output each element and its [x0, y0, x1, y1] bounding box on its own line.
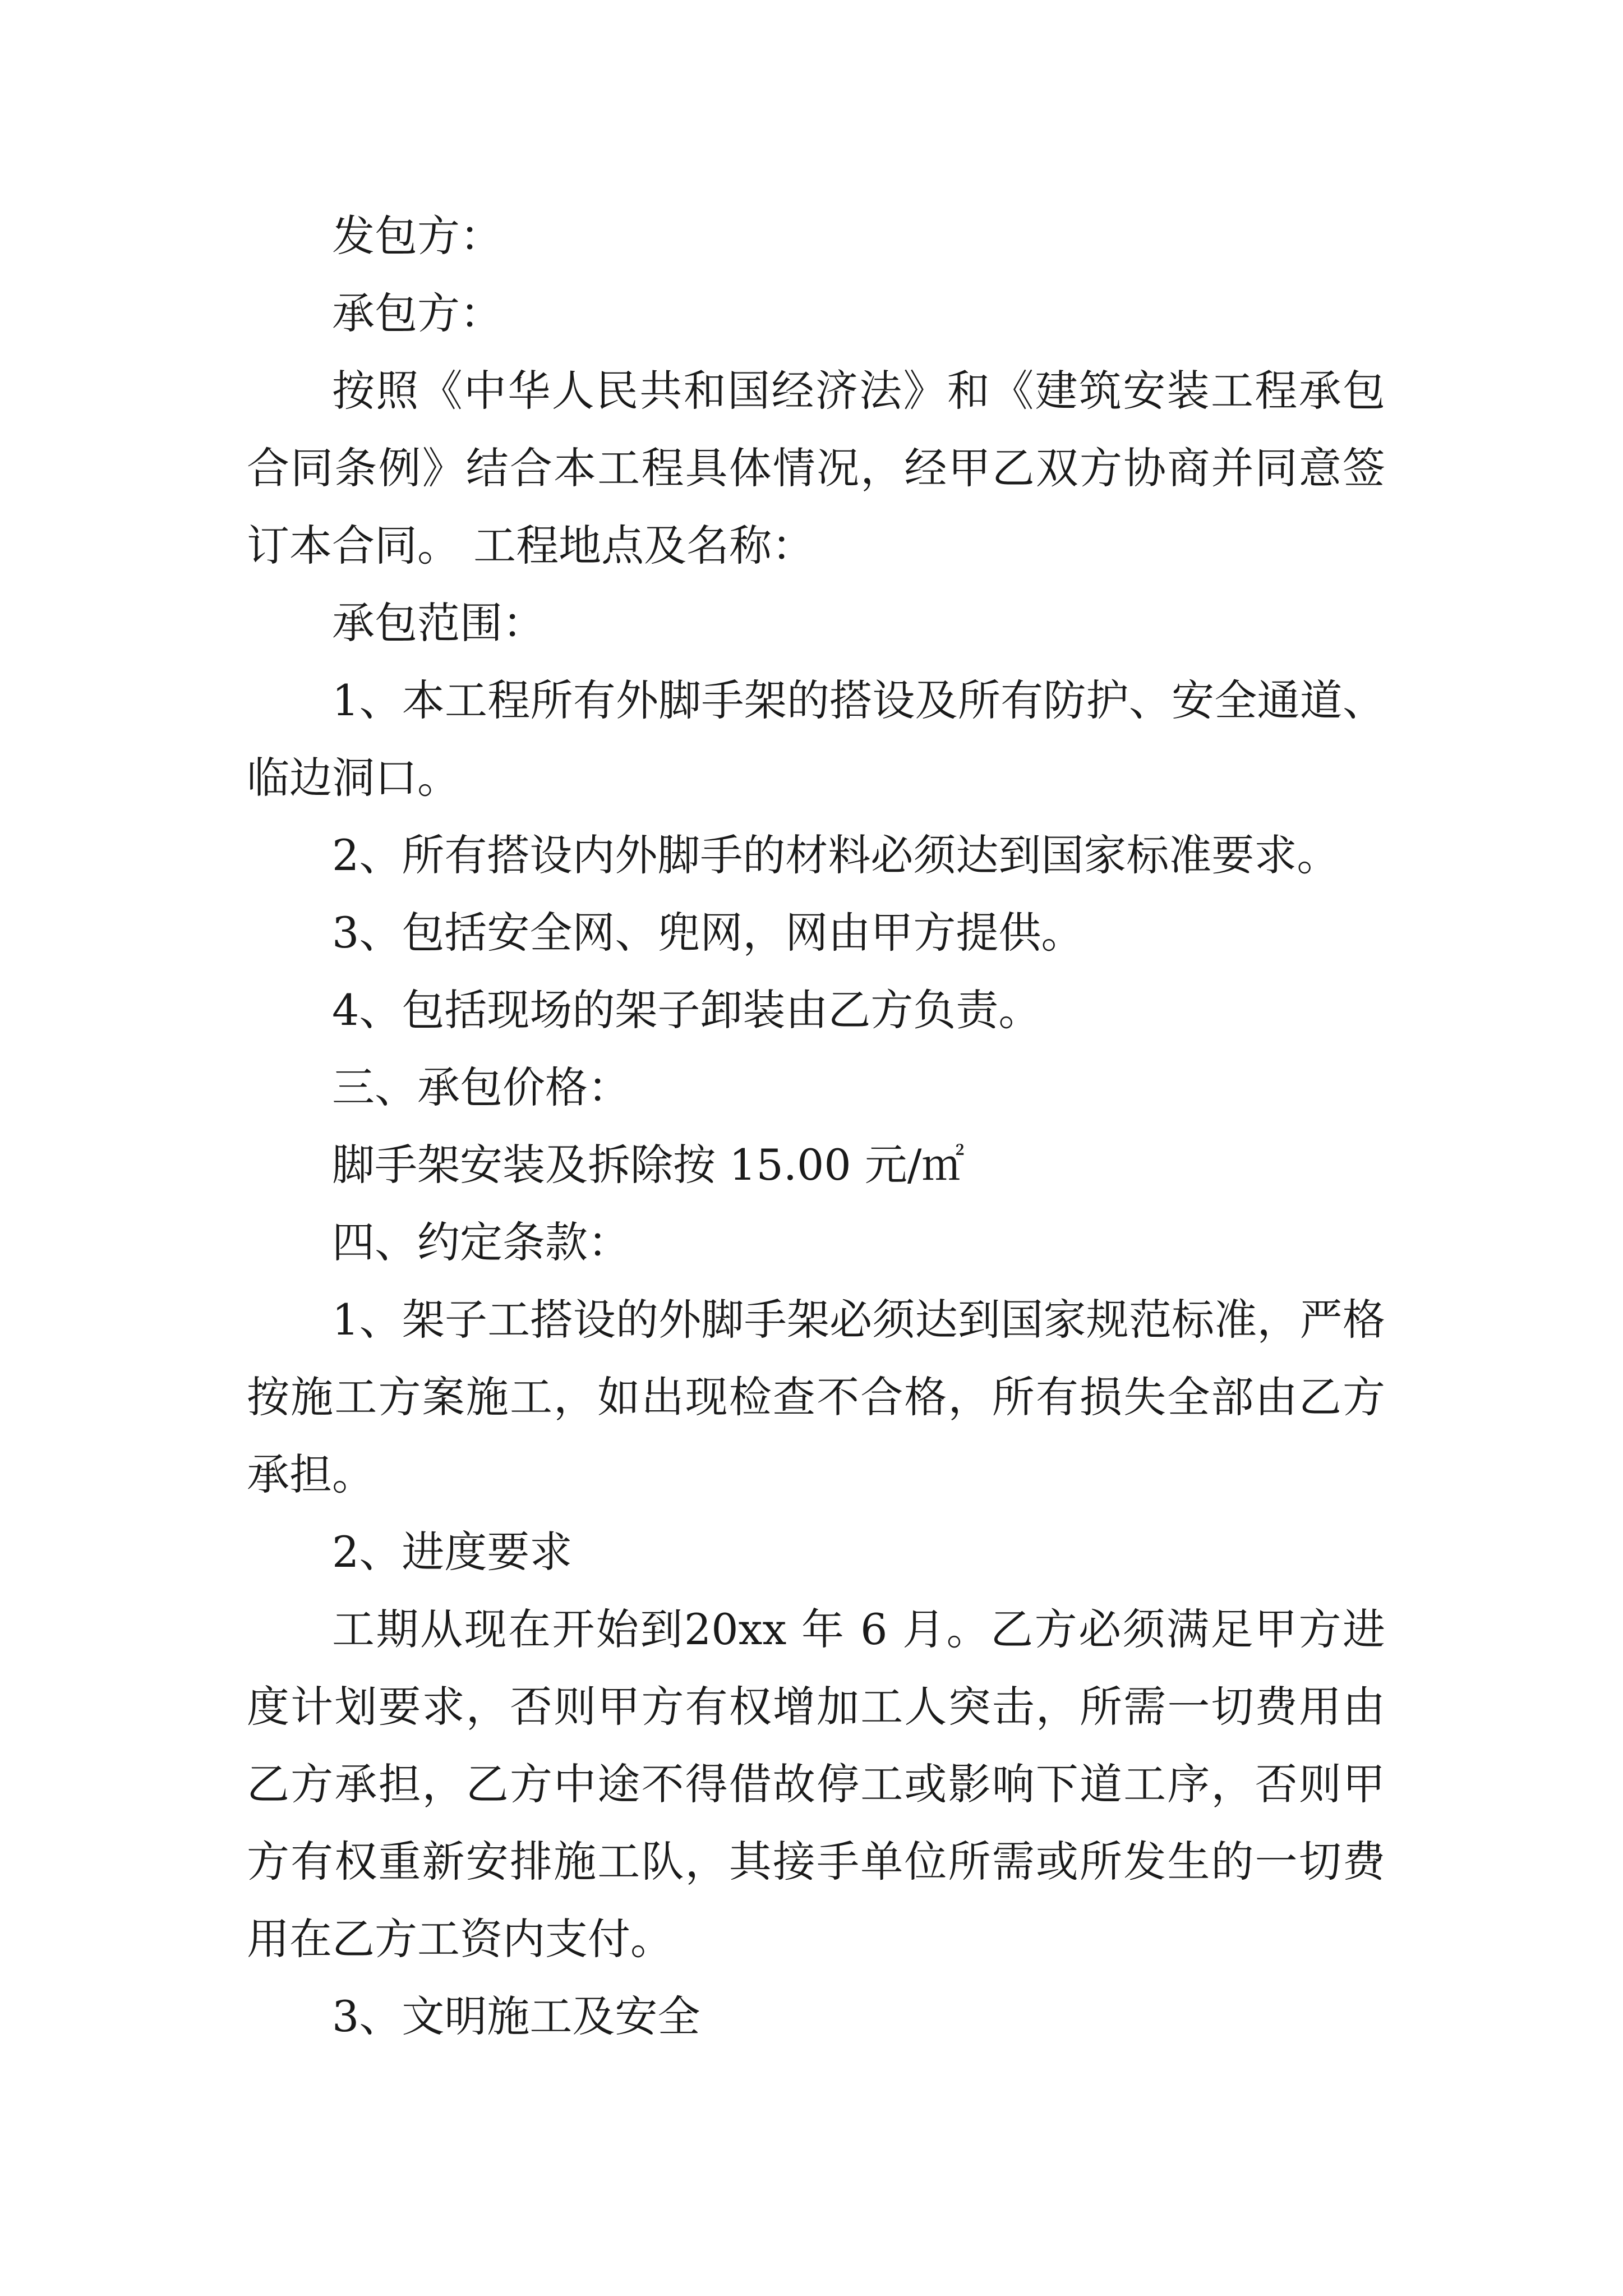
term-1-paragraph: 1、架子工搭设的外脚手架必须达到国家规范标准，严格按施工方案施工，如出现检查不合格，所有损失全部由乙方承担。 [247, 1295, 1385, 1499]
term-2-heading: 2、进度要求 [332, 1527, 573, 1577]
scope-item-1: 1、本工程所有外脚手架的搭设及所有防护、安全通道、临边洞口。 [247, 675, 1385, 803]
term-3-heading: 3、文明施工及安全 [332, 1991, 700, 2041]
price-heading: 三、承包价格： [332, 1062, 630, 1112]
scope-item-4: 4、包括现场的架子卸装由乙方负责。 [332, 985, 1041, 1035]
preamble-paragraph: 按照《中华人民共和国经济法》和《建筑安装工程承包合同条例》结合本工程具体情况，经甲乙双方协商并同意签订本合同。 工程地点及名称： [247, 366, 1385, 570]
schedule-paragraph: 工期从现在开始到20xx 年 6 月。乙方必须满足甲方进度计划要求，否则甲方有权增加工人突击，所需一切费用由乙方承担，乙方中途不得借故停工或影响下道工序，否则甲方有权重新安排施工队，其接手单位所需或所发生的一切费用在乙方工资内支付。 [247, 1604, 1385, 1964]
scope-heading: 承包范围： [332, 598, 545, 648]
terms-heading: 四、约定条款： [332, 1217, 630, 1267]
price-line: 脚手架安装及拆除按 15.00 元/㎡ [332, 1140, 965, 1190]
party-b-line: 承包方： [332, 288, 502, 338]
scope-item-2: 2、所有搭设内外脚手的材料必须达到国家标准要求。 [332, 830, 1340, 880]
contract-body [247, 197, 1385, 2055]
scope-item-3: 3、包括安全网、兜网，网由甲方提供。 [332, 908, 1084, 958]
party-a-line: 发包方： [332, 211, 502, 261]
